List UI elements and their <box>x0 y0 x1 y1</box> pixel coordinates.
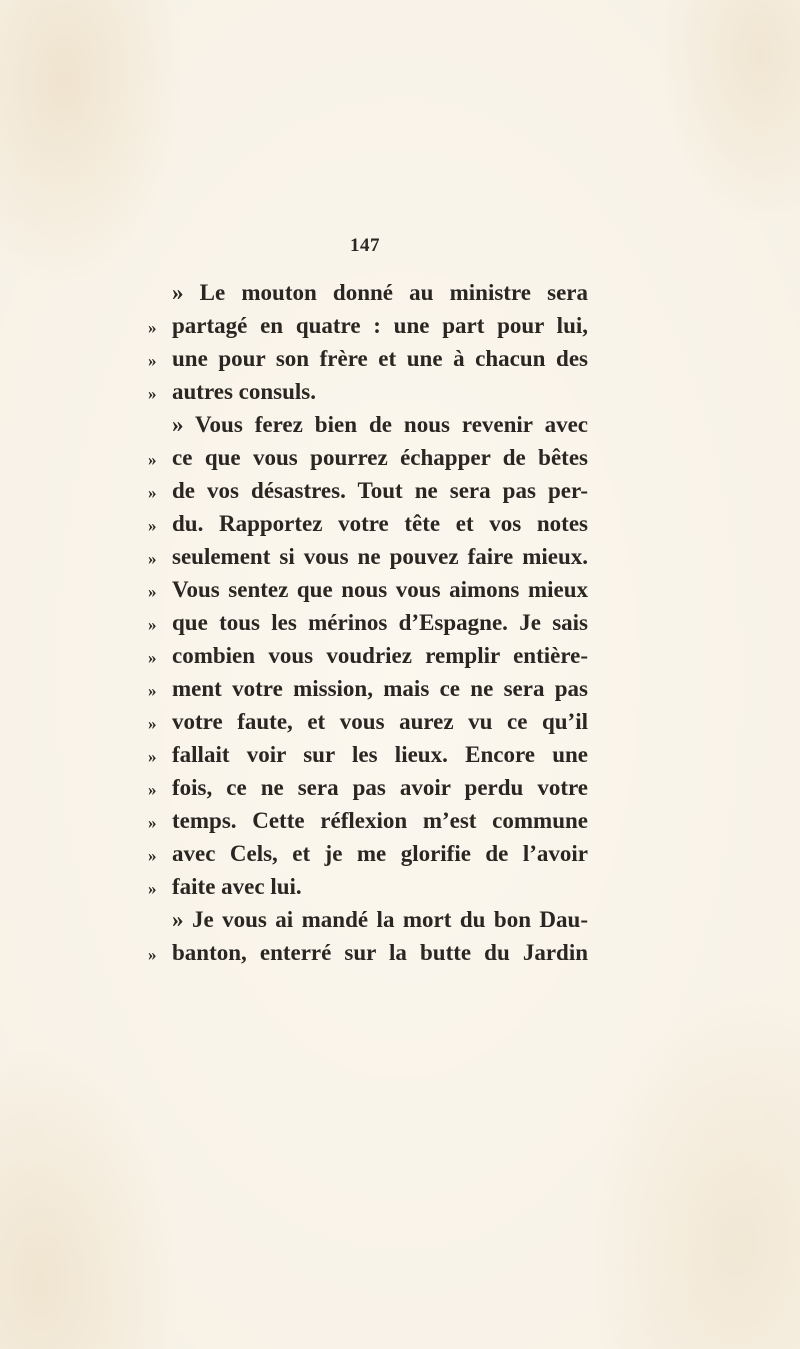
quote-mark: » <box>148 318 157 337</box>
text-line <box>148 280 588 313</box>
line-text: avec Cels, et je me glorifie de l’avoir <box>172 841 588 866</box>
line-text: temps. Cette réflexion m’est commune <box>172 808 588 833</box>
line-text: votre faute, et vous aurez vu ce qu’il <box>172 709 588 734</box>
line-text: de vos désastres. Tout ne sera pas per- <box>172 478 588 503</box>
text-line <box>148 709 588 742</box>
text-line <box>148 775 588 808</box>
text-line <box>148 808 588 841</box>
line-text: combien vous voudriez remplir entière- <box>172 643 588 668</box>
text-line <box>148 445 588 478</box>
line-text: autres consuls. <box>172 379 316 404</box>
line-text: seulement si vous ne pouvez faire mieux. <box>172 544 588 569</box>
text-line <box>148 511 588 544</box>
quote-mark: » <box>148 879 157 898</box>
body-text <box>148 280 588 973</box>
text-line <box>148 841 588 874</box>
text-line <box>148 907 588 940</box>
quote-mark: » <box>148 549 157 568</box>
quote-mark: » <box>148 780 157 799</box>
text-line <box>148 643 588 676</box>
line-text: ce que vous pourrez échapper de bêtes <box>172 445 588 470</box>
text-line <box>148 610 588 643</box>
text-line <box>148 478 588 511</box>
line-text: » Le mouton donné au ministre sera <box>172 280 588 305</box>
text-line <box>148 346 588 379</box>
quote-mark: » <box>148 747 157 766</box>
line-text: une pour son frère et une à chacun des <box>172 346 588 371</box>
line-text: » Je vous ai mandé la mort du bon Dau- <box>172 907 588 932</box>
text-line <box>148 544 588 577</box>
line-text: Vous sentez que nous vous aimons mieux <box>172 577 588 602</box>
quote-mark: » <box>148 714 157 733</box>
line-text: » Vous ferez bien de nous revenir avec <box>172 412 588 437</box>
quote-mark: » <box>148 516 157 535</box>
line-text: partagé en quatre : une part pour lui, <box>172 313 588 338</box>
line-text: fallait voir sur les lieux. Encore une <box>172 742 588 767</box>
page-number: 147 <box>350 235 380 256</box>
quote-mark: » <box>148 582 157 601</box>
text-line <box>148 874 588 907</box>
quote-mark: » <box>148 615 157 634</box>
text-line <box>148 577 588 610</box>
line-text: du. Rapportez votre tête et vos notes <box>172 511 588 536</box>
quote-mark: » <box>148 681 157 700</box>
text-line <box>148 313 588 346</box>
quote-mark: » <box>148 483 157 502</box>
quote-mark: » <box>148 648 157 667</box>
line-text: banton, enterré sur la butte du Jardin <box>172 940 588 965</box>
quote-mark: » <box>148 450 157 469</box>
text-line <box>148 742 588 775</box>
text-line <box>148 940 588 973</box>
line-text: fois, ce ne sera pas avoir perdu votre <box>172 775 588 800</box>
text-line <box>148 412 588 445</box>
line-text: que tous les mérinos d’Espagne. Je sais <box>172 610 588 635</box>
quote-mark: » <box>148 846 157 865</box>
quote-mark: » <box>148 351 157 370</box>
quote-mark: » <box>148 813 157 832</box>
quote-mark: » <box>148 384 157 403</box>
text-line <box>148 379 588 412</box>
line-text: ment votre mission, mais ce ne sera pas <box>172 676 588 701</box>
line-text: faite avec lui. <box>172 874 302 899</box>
text-line <box>148 676 588 709</box>
quote-mark: » <box>148 945 157 964</box>
